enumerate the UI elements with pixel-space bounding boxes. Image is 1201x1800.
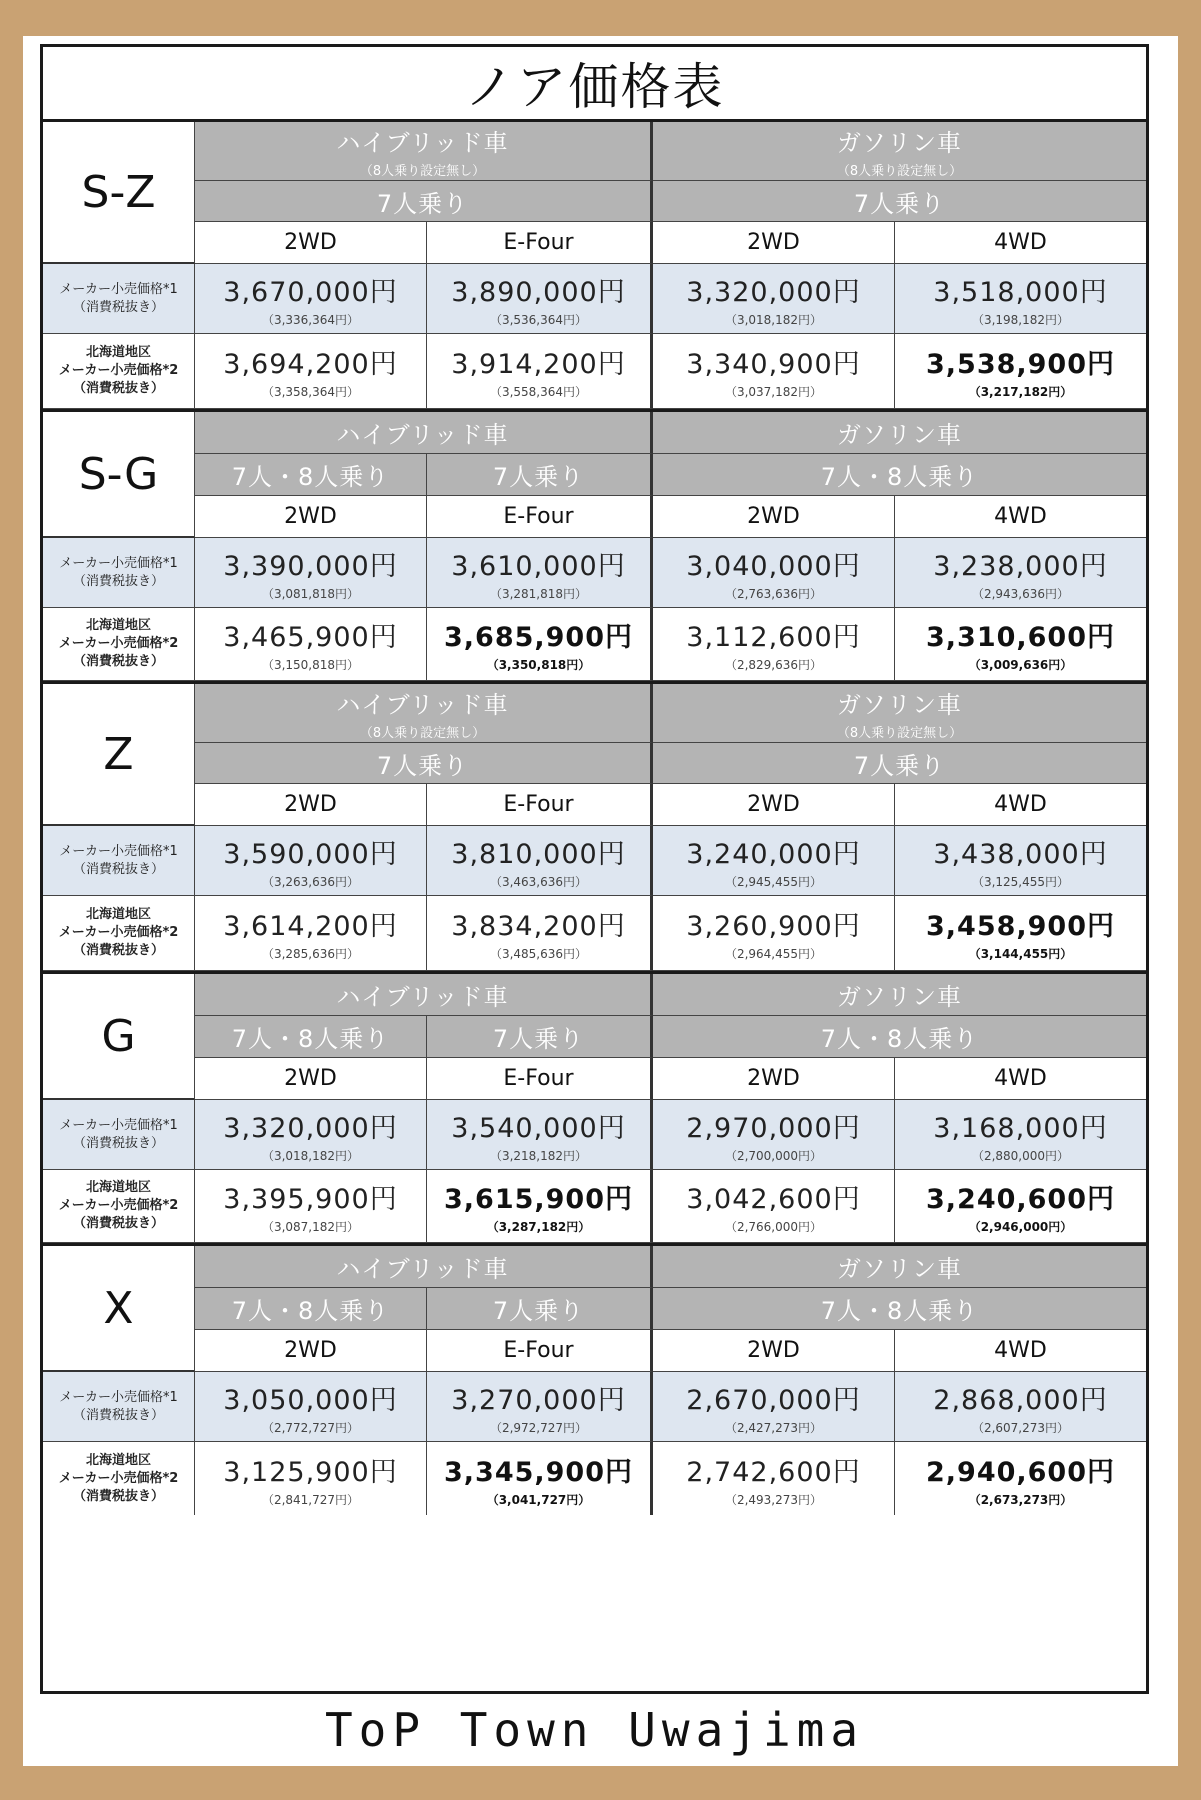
price-excl-tax: （3,536,364円） xyxy=(489,312,588,327)
gasoline-header xyxy=(653,684,1146,743)
gasoline-seating xyxy=(653,1016,1146,1058)
label-line: （消費税抜き） xyxy=(72,573,164,589)
gasoline-header xyxy=(653,974,1146,1016)
drive-type-header: 4WD xyxy=(895,784,1146,826)
retail-price-cell xyxy=(427,1100,653,1170)
price-excl-tax: （2,763,636円） xyxy=(724,586,823,601)
price-excl-tax: （3,037,182円） xyxy=(724,385,823,399)
price-excl-tax: （3,287,182円） xyxy=(486,1220,591,1234)
hybrid-seating-2wd xyxy=(195,1288,427,1330)
hybrid-header-label: ハイブリッド車 xyxy=(336,983,509,1011)
price-excl-tax: （2,427,273円） xyxy=(724,1420,823,1435)
price-incl-tax: 3,670,000円 xyxy=(223,276,398,308)
seating-label: 7人・8人乗り xyxy=(820,1025,979,1053)
page-title: ノア価格表 xyxy=(43,47,1146,122)
label-line: （消費税抜き） xyxy=(72,1135,164,1151)
hokkaido-price-cell xyxy=(195,334,427,409)
label-line: メーカー小売価格*2 xyxy=(58,636,179,651)
retail-price-cell xyxy=(427,538,653,608)
hokkaido-price-cell xyxy=(195,896,427,971)
grade-block-s-g xyxy=(43,409,1146,681)
hybrid-header xyxy=(195,412,653,454)
price-incl-tax: 3,538,900円 xyxy=(925,349,1116,380)
hybrid-header-label: ハイブリッド車 xyxy=(336,1255,509,1283)
seating-label: 7人・8人乗り xyxy=(820,463,979,491)
hokkaido-price-cell xyxy=(895,896,1146,971)
price-incl-tax: 3,914,200円 xyxy=(451,349,626,380)
retail-price-label xyxy=(43,1100,195,1170)
price-excl-tax: （3,041,727円） xyxy=(486,1492,591,1507)
hokkaido-price-cell xyxy=(895,334,1146,409)
seating-label: 7人・8人乗り xyxy=(820,1297,979,1325)
grade-name: S-Z xyxy=(43,122,195,264)
hokkaido-price-cell xyxy=(195,1442,427,1515)
price-incl-tax: 2,742,600円 xyxy=(686,1456,861,1488)
price-incl-tax: 3,310,600円 xyxy=(925,622,1116,653)
label-line: メーカー小売価格*1 xyxy=(59,281,178,297)
price-table xyxy=(40,44,1149,1694)
gasoline-header xyxy=(653,122,1146,181)
retail-price-label xyxy=(43,538,195,608)
label-line: （消費税抜き） xyxy=(72,381,164,396)
price-excl-tax: （3,358,364円） xyxy=(261,385,360,399)
seating-label: 7人乗り xyxy=(376,189,469,218)
price-excl-tax: （3,150,818円） xyxy=(261,658,360,672)
price-excl-tax: （2,493,273円） xyxy=(724,1492,823,1507)
seating-label: 7人・8人乗り xyxy=(231,1025,390,1053)
label-line: 北海道地区 xyxy=(85,1452,151,1468)
price-incl-tax: 3,890,000円 xyxy=(451,276,626,308)
gasoline-seating xyxy=(653,454,1146,496)
price-excl-tax: （3,009,636円） xyxy=(968,658,1073,672)
label-line: 北海道地区 xyxy=(85,1180,151,1195)
price-excl-tax: （3,018,182円） xyxy=(261,1148,360,1163)
label-line: メーカー小売価格*2 xyxy=(58,1198,179,1213)
label-line: メーカー小売価格*1 xyxy=(59,843,178,859)
grade-block-g xyxy=(43,971,1146,1243)
price-incl-tax: 3,168,000円 xyxy=(933,1112,1108,1144)
drive-type-header: 2WD xyxy=(653,496,895,538)
hybrid-header-label: ハイブリッド車 xyxy=(336,421,509,449)
price-excl-tax: （3,125,455円） xyxy=(971,874,1070,889)
price-incl-tax: 3,240,000円 xyxy=(686,838,861,870)
hokkaido-price-cell xyxy=(653,334,895,409)
price-incl-tax: 3,042,600円 xyxy=(686,1184,861,1215)
price-incl-tax: 3,340,900円 xyxy=(686,349,861,380)
label-line: 北海道地区 xyxy=(85,618,151,633)
price-excl-tax: （3,018,182円） xyxy=(724,312,823,327)
price-incl-tax: 3,615,900円 xyxy=(443,1184,634,1215)
retail-price-cell xyxy=(653,538,895,608)
gasoline-header xyxy=(653,1246,1146,1288)
price-excl-tax: （3,087,182円） xyxy=(261,1220,360,1234)
label-line: （消費税抜き） xyxy=(72,654,164,669)
hybrid-header xyxy=(195,684,653,743)
price-incl-tax: 3,260,900円 xyxy=(686,911,861,942)
price-incl-tax: 3,125,900円 xyxy=(223,1456,398,1488)
seating-label: 7人乗り xyxy=(853,189,946,218)
drive-type-header: 2WD xyxy=(653,1058,895,1100)
label-line: （消費税抜き） xyxy=(72,1216,164,1231)
hybrid-seating-efour xyxy=(427,454,653,496)
hokkaido-price-label xyxy=(43,334,195,409)
hybrid-header xyxy=(195,122,653,181)
price-incl-tax: 3,685,900円 xyxy=(443,622,634,653)
hybrid-seating-efour xyxy=(427,1016,653,1058)
label-line: メーカー小売価格*2 xyxy=(58,925,179,940)
price-incl-tax: 3,112,600円 xyxy=(686,622,861,653)
gasoline-seating xyxy=(653,181,1146,222)
hybrid-header xyxy=(195,1246,653,1288)
grade-block-s-z xyxy=(43,122,1146,409)
hokkaido-price-cell xyxy=(427,608,653,681)
seating-label: 7人乗り xyxy=(853,751,946,780)
price-incl-tax: 3,590,000円 xyxy=(223,838,398,870)
gasoline-seating xyxy=(653,743,1146,784)
price-incl-tax: 3,040,000円 xyxy=(686,550,861,582)
price-excl-tax: （2,607,273円） xyxy=(971,1420,1070,1435)
hokkaido-price-cell xyxy=(195,608,427,681)
retail-price-cell xyxy=(653,826,895,896)
hokkaido-price-cell xyxy=(195,1170,427,1243)
hybrid-seating-2wd xyxy=(195,454,427,496)
price-incl-tax: 3,458,900円 xyxy=(925,911,1116,942)
drive-type-header: 2WD xyxy=(195,496,427,538)
no-8-seat-note: （8人乗り設定無し） xyxy=(836,726,963,741)
retail-price-label xyxy=(43,264,195,334)
hokkaido-price-cell xyxy=(895,1170,1146,1243)
gasoline-header-label: ガソリン車 xyxy=(837,983,962,1011)
no-8-seat-note: （8人乗り設定無し） xyxy=(359,164,486,179)
price-incl-tax: 2,940,600円 xyxy=(925,1456,1116,1488)
drive-type-header: 4WD xyxy=(895,222,1146,264)
price-incl-tax: 2,970,000円 xyxy=(686,1112,861,1144)
label-line: メーカー小売価格*1 xyxy=(59,1117,178,1133)
price-excl-tax: （3,218,182円） xyxy=(489,1148,588,1163)
price-excl-tax: （2,964,455円） xyxy=(724,947,823,961)
price-excl-tax: （2,972,727円） xyxy=(489,1420,588,1435)
price-incl-tax: 3,270,000円 xyxy=(451,1384,626,1416)
price-incl-tax: 3,614,200円 xyxy=(223,911,398,942)
price-incl-tax: 3,390,000円 xyxy=(223,550,398,582)
hybrid-header-label: ハイブリッド車 xyxy=(336,129,509,157)
retail-price-cell xyxy=(427,264,653,334)
drive-type-header: E-Four xyxy=(427,222,653,264)
label-line: （消費税抜き） xyxy=(72,1488,164,1504)
price-excl-tax: （3,263,636円） xyxy=(261,874,360,889)
grade-blocks xyxy=(43,122,1146,1515)
seating-label: 7人・8人乗り xyxy=(231,1297,390,1325)
price-excl-tax: （3,144,455円） xyxy=(968,947,1073,961)
price-excl-tax: （2,946,000円） xyxy=(968,1220,1073,1234)
hokkaido-price-label xyxy=(43,1442,195,1515)
hybrid-header-label: ハイブリッド車 xyxy=(336,691,509,719)
label-line: （消費税抜き） xyxy=(72,943,164,958)
gasoline-header-label: ガソリン車 xyxy=(837,129,962,157)
price-excl-tax: （2,700,000円） xyxy=(724,1148,823,1163)
hokkaido-price-cell xyxy=(895,608,1146,681)
drive-type-header: 4WD xyxy=(895,496,1146,538)
hokkaido-price-cell xyxy=(653,1442,895,1515)
hokkaido-price-cell xyxy=(427,1442,653,1515)
retail-price-cell xyxy=(195,826,427,896)
price-excl-tax: （3,285,636円） xyxy=(261,947,360,961)
retail-price-cell xyxy=(195,1372,427,1442)
drive-type-header: 2WD xyxy=(653,784,895,826)
drive-type-header: E-Four xyxy=(427,1058,653,1100)
grade-name: S-G xyxy=(43,412,195,538)
drive-type-header: E-Four xyxy=(427,784,653,826)
price-incl-tax: 3,810,000円 xyxy=(451,838,626,870)
hybrid-seating-efour xyxy=(427,1288,653,1330)
price-incl-tax: 3,238,000円 xyxy=(933,550,1108,582)
hokkaido-price-cell xyxy=(427,334,653,409)
seating-label: 7人乗り xyxy=(492,1297,585,1325)
label-line: （消費税抜き） xyxy=(72,861,164,877)
grade-name: X xyxy=(43,1246,195,1372)
label-line: メーカー小売価格*2 xyxy=(58,363,179,378)
retail-price-label xyxy=(43,1372,195,1442)
retail-price-cell xyxy=(895,1372,1146,1442)
price-incl-tax: 3,240,600円 xyxy=(925,1184,1116,1215)
seating-label: 7人・8人乗り xyxy=(231,463,390,491)
label-line: （消費税抜き） xyxy=(72,1407,164,1423)
grade-block-z xyxy=(43,681,1146,971)
hokkaido-price-cell xyxy=(653,1170,895,1243)
retail-price-cell xyxy=(895,264,1146,334)
seating-label: 7人乗り xyxy=(492,463,585,491)
retail-price-cell xyxy=(195,538,427,608)
retail-price-cell xyxy=(653,264,895,334)
grade-name: G xyxy=(43,974,195,1100)
retail-price-cell xyxy=(427,826,653,896)
hybrid-seating xyxy=(195,181,653,222)
retail-price-cell xyxy=(195,264,427,334)
hybrid-seating-2wd xyxy=(195,1016,427,1058)
drive-type-header: 2WD xyxy=(195,222,427,264)
price-excl-tax: （3,350,818円） xyxy=(486,658,591,672)
seating-label: 7人乗り xyxy=(376,751,469,780)
drive-type-header: E-Four xyxy=(427,1330,653,1372)
price-incl-tax: 3,610,000円 xyxy=(451,550,626,582)
price-excl-tax: （2,945,455円） xyxy=(724,874,823,889)
drive-type-header: 2WD xyxy=(195,784,427,826)
hokkaido-price-label xyxy=(43,896,195,971)
price-incl-tax: 2,670,000円 xyxy=(686,1384,861,1416)
drive-type-header: 2WD xyxy=(195,1058,427,1100)
footer-shop-name: ToP Town Uwajima xyxy=(324,1703,865,1757)
price-excl-tax: （2,766,000円） xyxy=(724,1220,823,1234)
gasoline-header xyxy=(653,412,1146,454)
drive-type-header: 2WD xyxy=(653,222,895,264)
hokkaido-price-label xyxy=(43,608,195,681)
price-excl-tax: （3,198,182円） xyxy=(971,312,1070,327)
drive-type-header: 2WD xyxy=(195,1330,427,1372)
label-line: メーカー小売価格*1 xyxy=(59,1389,178,1405)
no-8-seat-note: （8人乗り設定無し） xyxy=(836,164,963,179)
retail-price-cell xyxy=(895,1100,1146,1170)
grade-block-x xyxy=(43,1243,1146,1515)
price-incl-tax: 3,540,000円 xyxy=(451,1112,626,1144)
drive-type-header: 2WD xyxy=(653,1330,895,1372)
hokkaido-price-cell xyxy=(895,1442,1146,1515)
retail-price-cell xyxy=(195,1100,427,1170)
price-excl-tax: （3,336,364円） xyxy=(261,312,360,327)
no-8-seat-note: （8人乗り設定無し） xyxy=(359,726,486,741)
hybrid-seating xyxy=(195,743,653,784)
hokkaido-price-cell xyxy=(653,896,895,971)
label-line: 北海道地区 xyxy=(85,345,151,360)
label-line: メーカー小売価格*2 xyxy=(58,1470,179,1486)
price-incl-tax: 2,868,000円 xyxy=(933,1384,1108,1416)
price-incl-tax: 3,438,000円 xyxy=(933,838,1108,870)
price-excl-tax: （3,485,636円） xyxy=(489,947,588,961)
label-line: メーカー小売価格*1 xyxy=(59,555,178,571)
price-incl-tax: 3,518,000円 xyxy=(933,276,1108,308)
price-excl-tax: （2,829,636円） xyxy=(724,658,823,672)
retail-price-cell xyxy=(427,1372,653,1442)
hokkaido-price-cell xyxy=(653,608,895,681)
price-incl-tax: 3,395,900円 xyxy=(223,1184,398,1215)
seating-label: 7人乗り xyxy=(492,1025,585,1053)
retail-price-cell xyxy=(653,1372,895,1442)
price-incl-tax: 3,834,200円 xyxy=(451,911,626,942)
price-incl-tax: 3,694,200円 xyxy=(223,349,398,380)
hokkaido-price-label xyxy=(43,1170,195,1243)
price-excl-tax: （3,217,182円） xyxy=(968,385,1073,399)
label-line: 北海道地区 xyxy=(85,907,151,922)
gasoline-header-label: ガソリン車 xyxy=(837,691,962,719)
drive-type-header: E-Four xyxy=(427,496,653,538)
retail-price-cell xyxy=(653,1100,895,1170)
gasoline-header-label: ガソリン車 xyxy=(837,1255,962,1283)
price-excl-tax: （3,081,818円） xyxy=(261,586,360,601)
price-excl-tax: （3,558,364円） xyxy=(489,385,588,399)
price-excl-tax: （3,281,818円） xyxy=(489,586,588,601)
price-excl-tax: （2,772,727円） xyxy=(261,1420,360,1435)
price-incl-tax: 3,320,000円 xyxy=(686,276,861,308)
retail-price-cell xyxy=(895,538,1146,608)
retail-price-cell xyxy=(895,826,1146,896)
price-incl-tax: 3,345,900円 xyxy=(443,1456,634,1488)
price-excl-tax: （2,880,000円） xyxy=(971,1148,1070,1163)
price-incl-tax: 3,320,000円 xyxy=(223,1112,398,1144)
retail-price-label xyxy=(43,826,195,896)
price-excl-tax: （2,943,636円） xyxy=(971,586,1070,601)
price-incl-tax: 3,465,900円 xyxy=(223,622,398,653)
drive-type-header: 4WD xyxy=(895,1330,1146,1372)
gasoline-header-label: ガソリン車 xyxy=(837,421,962,449)
price-excl-tax: （3,463,636円） xyxy=(489,874,588,889)
drive-type-header: 4WD xyxy=(895,1058,1146,1100)
grade-name: Z xyxy=(43,684,195,826)
hokkaido-price-cell xyxy=(427,896,653,971)
price-excl-tax: （2,673,273円） xyxy=(968,1492,1073,1507)
price-excl-tax: （2,841,727円） xyxy=(261,1492,360,1507)
price-incl-tax: 3,050,000円 xyxy=(223,1384,398,1416)
gasoline-seating xyxy=(653,1288,1146,1330)
label-line: （消費税抜き） xyxy=(72,299,164,315)
hybrid-header xyxy=(195,974,653,1016)
hokkaido-price-cell xyxy=(427,1170,653,1243)
